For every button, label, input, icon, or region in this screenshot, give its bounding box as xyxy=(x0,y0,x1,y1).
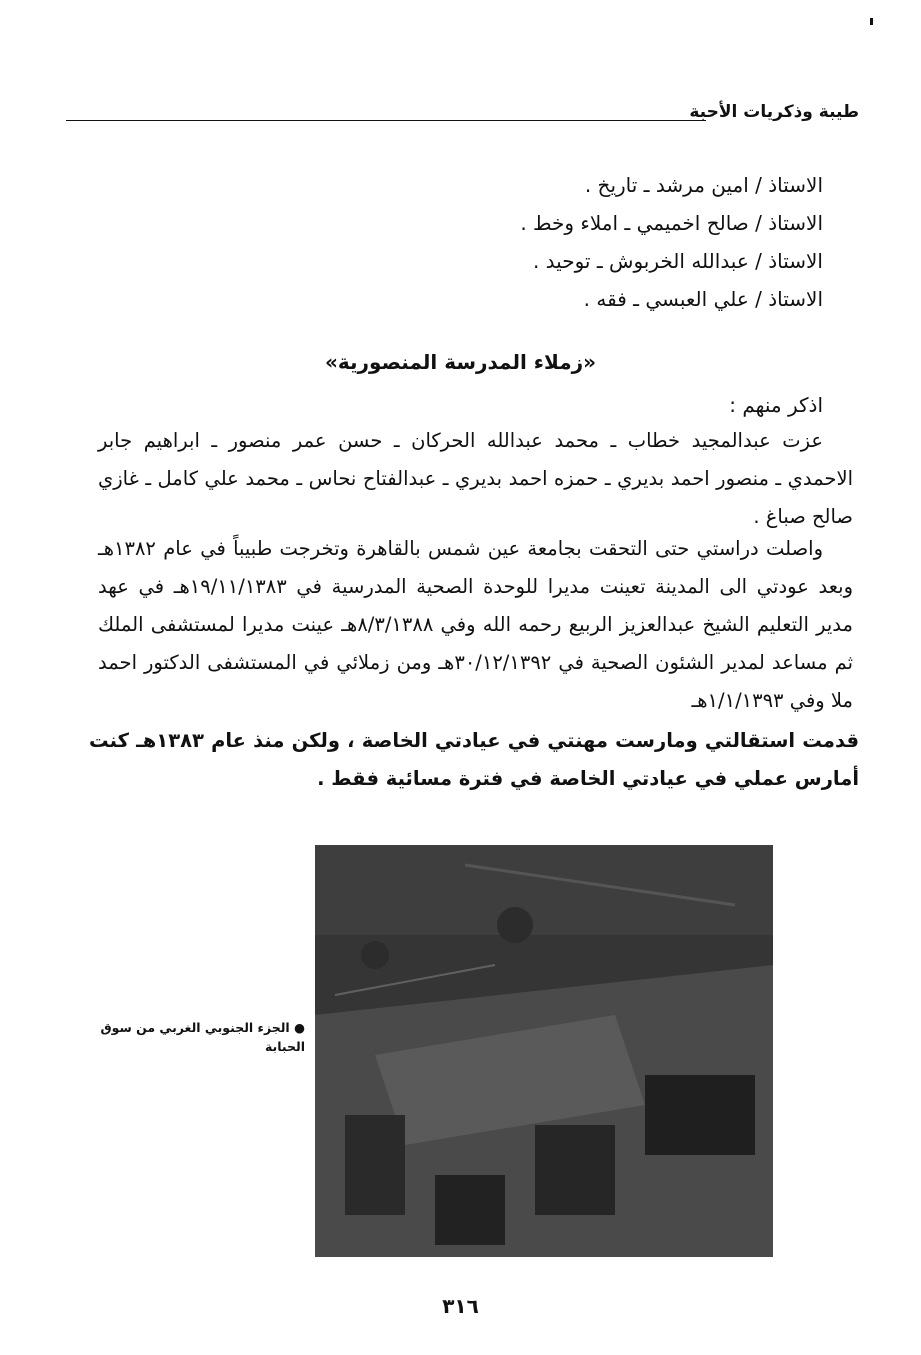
page-number: ٣١٦ xyxy=(442,1294,479,1318)
closing-paragraph: قدمت استقالتي ومارست مهنتي في عيادتي الخاصة ، ولكن منذ عام ١٣٨٣هـ كنت أمارس عملي في عيادتي الخاصة في فترة مسائية فقط . xyxy=(89,729,859,790)
teacher-line: الاستاذ / عبدالله الخربوش ـ توحيد . xyxy=(532,249,823,273)
photo-caption xyxy=(100,1018,305,1056)
teacher-line: الاستاذ / امين مرشد ـ تاريخ . xyxy=(584,173,823,197)
teachers-list xyxy=(303,166,823,318)
market-photo xyxy=(315,845,773,1257)
career-paragraph: واصلت دراستي حتى التحقت بجامعة عين شمس بالقاهرة وتخرجت طبيباً في عام ١٣٨٢هـ وبعد عودتي الى المدينة تعينت مديرا للوحدة الصحية المدرسية في ١٩/١١/١٣٨٣هـ في عهد مدير التعليم الشيخ عبدالعزيز الربيع رحمه الله وفي ٨/٣/١٣٨٨هـ عينت مديرا لمستشفى الملك ثم مساعد لمدير الشئون الصحية في ٣٠/١٢/١٣٩٢هـ ومن زملائي في المستشفى الدكتور احمد ملا وفي ١/١/١٣٩٣هـ xyxy=(98,537,853,712)
caption-bullet: ● xyxy=(294,1020,305,1035)
scan-mark xyxy=(870,18,873,25)
header-rule xyxy=(66,120,706,121)
teacher-line: الاستاذ / علي العبسي ـ فقه . xyxy=(583,287,823,311)
caption-text: الجزء الجنوبي الغربي من سوق الحبابة xyxy=(100,1020,305,1054)
photo-image xyxy=(315,845,773,1257)
classmates-paragraph: عزت عبدالمجيد خطاب ـ محمد عبدالله الحركان ـ حسن عمر منصور ـ ابراهيم جابر الاحمدي ـ منصور احمد بديري ـ حمزه احمد بديري ـ عبدالفتاح نحاس ـ محمد علي كامل ـ غازي صالح صباغ . xyxy=(98,429,853,528)
section-title: «زملاء المدرسة المنصورية» xyxy=(324,350,597,374)
mention-label: اذكر منهم : xyxy=(729,393,823,417)
running-header-title: طيبة وذكريات الأحبة xyxy=(689,102,859,122)
teacher-line: الاستاذ / صالح اخميمي ـ املاء وخط . xyxy=(520,211,823,235)
